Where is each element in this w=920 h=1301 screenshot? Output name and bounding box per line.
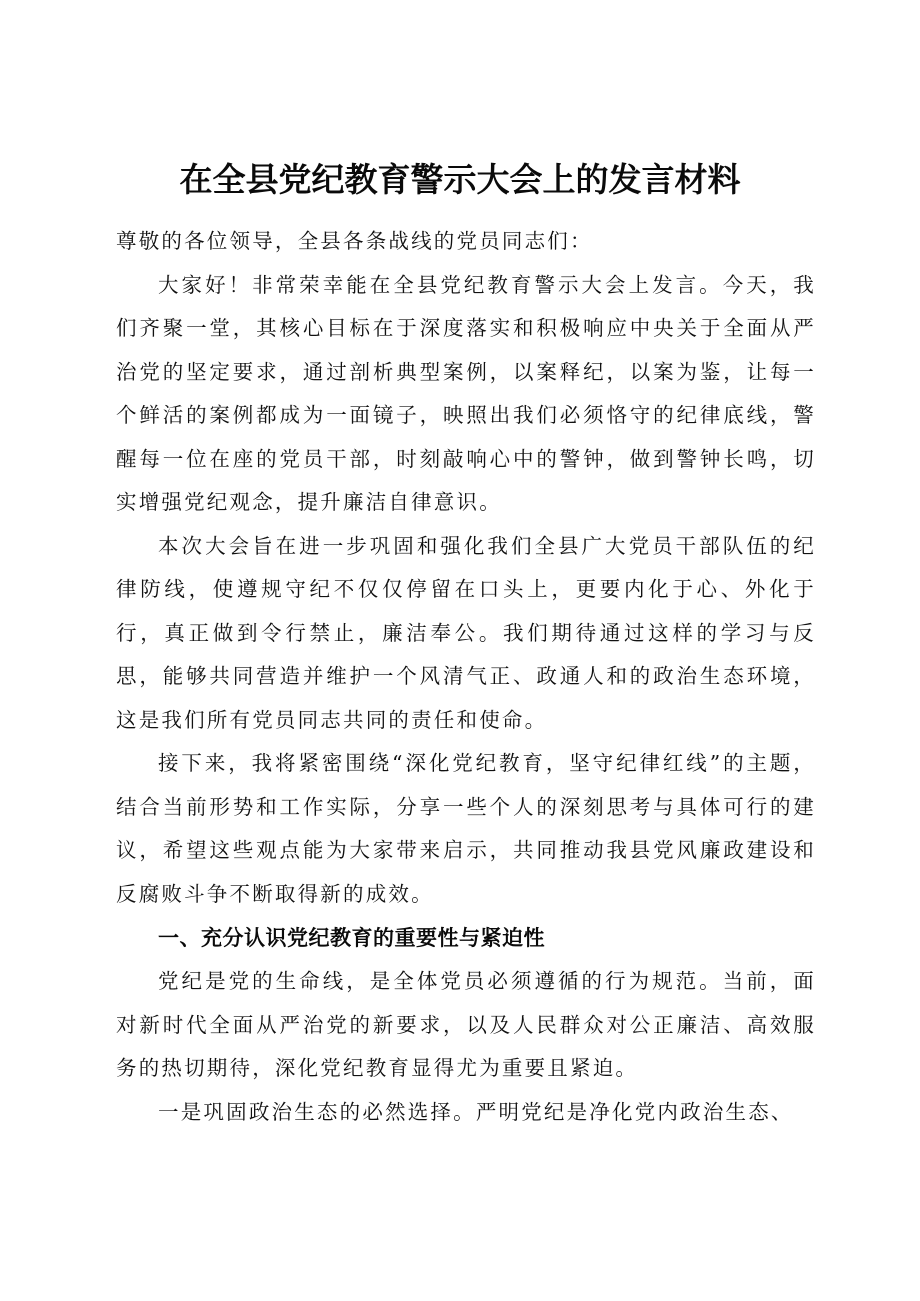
paragraph: 大家好！非常荣幸能在全县党纪教育警示大会上发言。今天，我们齐聚一堂，其核心目标在于深度落实和积极响应中央关于全面从严治党的坚定要求，通过剖析典型案例，以案释纪，以案为鉴，让每一个鲜活的案例都成为一面镜子，映照出我们必须恪守的纪律底线，警醒每一位在座的党员干部，时刻敲响心中的警钟，做到警钟长鸣，切实增强党纪观念，提升廉洁自律意识。: [116, 272, 816, 514]
document-body: [116, 220, 816, 1134]
salutation: 尊敬的各位领导，全县各条战线的党员同志们：: [116, 229, 593, 253]
paragraph: 一是巩固政治生态的必然选择。严明党纪是净化党内政治生态、: [158, 1099, 794, 1124]
section-heading: 一、充分认识党纪教育的重要性与紧迫性: [158, 926, 545, 950]
document-title: 在全县党纪教育警示大会上的发言材料: [179, 160, 741, 199]
paragraph: 接下来，我将紧密围绕“深化党纪教育，坚守纪律红线”的主题，结合当前形势和工作实际，分享一些个人的深刻思考与具体可行的建议，希望这些观点能为大家带来启示，共同推动我县党风廉政建设和反腐败斗争不断取得新的成效。: [116, 751, 816, 906]
paragraph: 党纪是党的生命线，是全体党员必须遵循的行为规范。当前，面对新时代全面从严治党的新要求，以及人民群众对公正廉洁、高效服务的热切期待，深化党纪教育显得尤为重要且紧迫。: [116, 969, 816, 1080]
paragraph: 本次大会旨在进一步巩固和强化我们全县广大党员干部队伍的纪律防线，使遵规守纪不仅仅停留在口头上，更要内化于心、外化于行，真正做到令行禁止，廉洁奉公。我们期待通过这样的学习与反思，能够共同营造并维护一个风清气正、政通人和的政治生态环境，这是我们所有党员同志共同的责任和使命。: [116, 533, 816, 732]
